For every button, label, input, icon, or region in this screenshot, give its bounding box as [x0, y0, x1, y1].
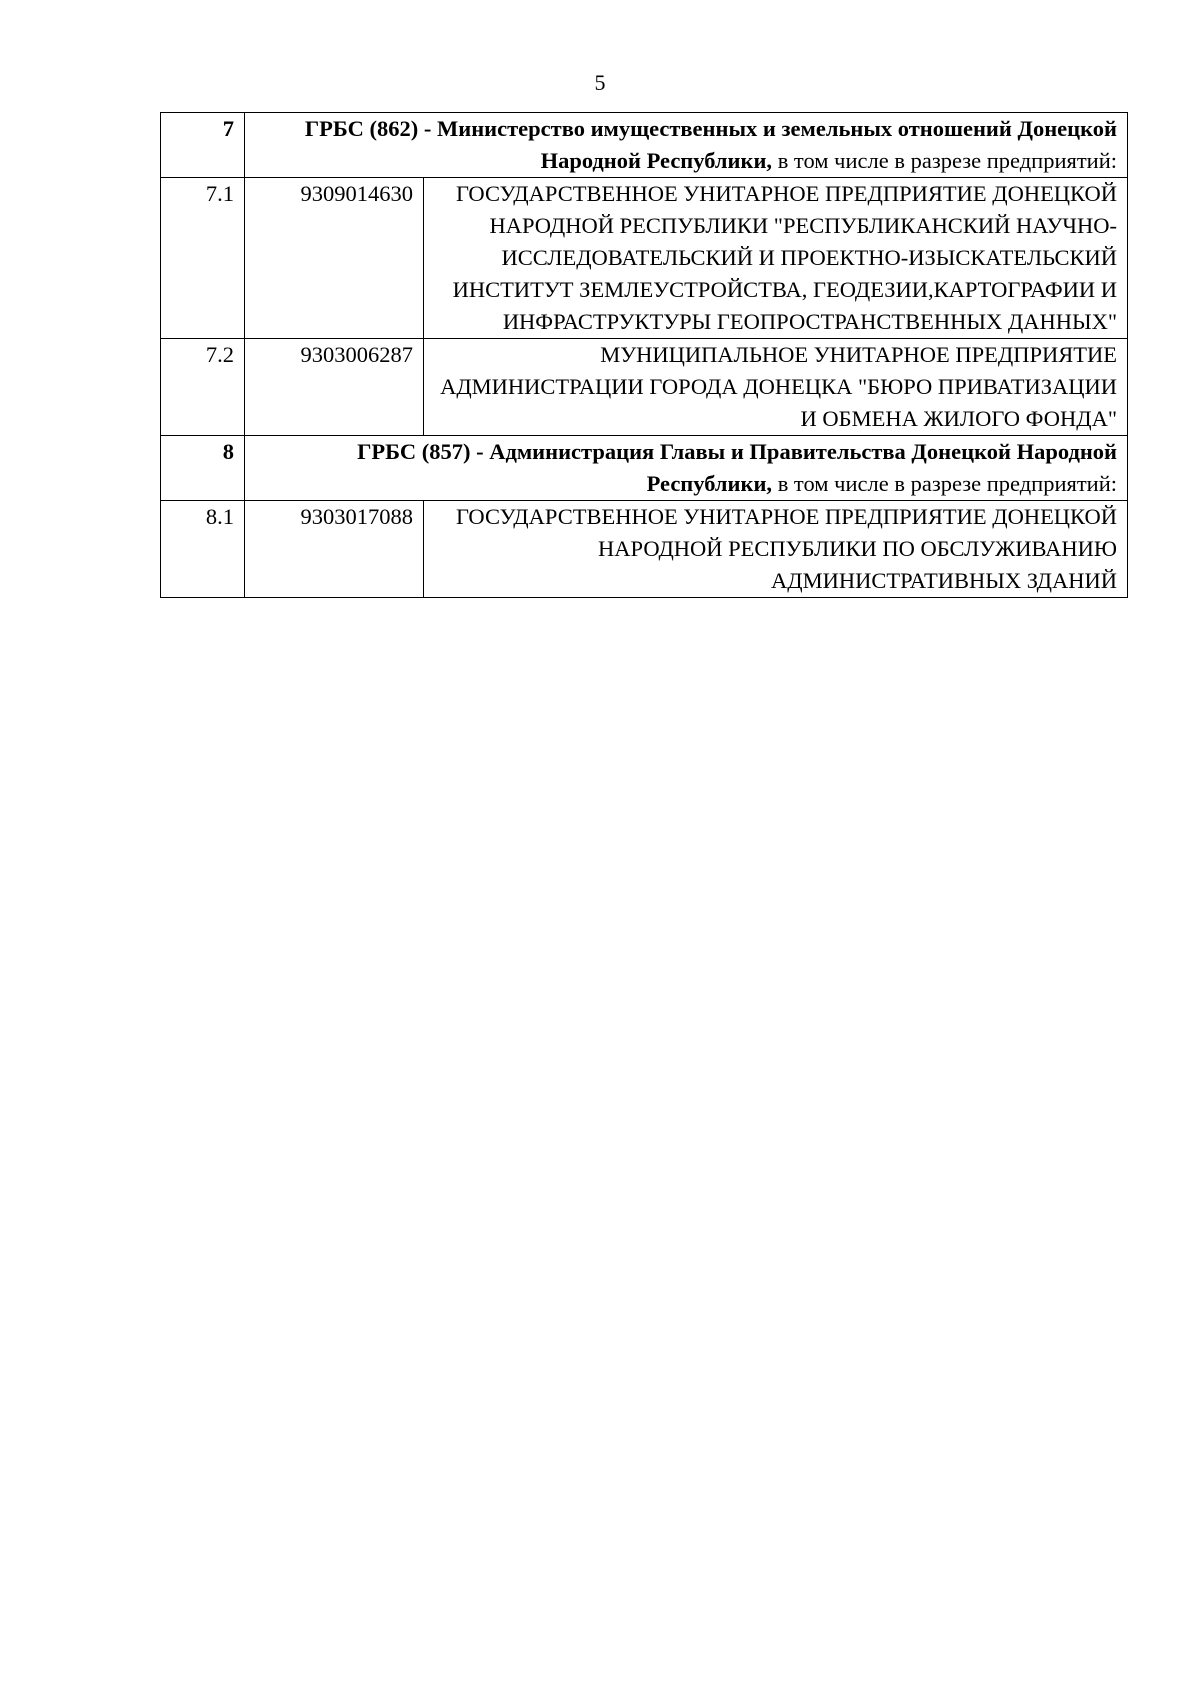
section-title-rest: в том числе в разрезе предприятий:: [772, 471, 1118, 496]
entry-name: МУНИЦИПАЛЬНОЕ УНИТАРНОЕ ПРЕДПРИЯТИЕ АДМИНИСТРАЦИИ ГОРОДА ДОНЕЦКА "БЮРО ПРИВАТИЗАЦИИ И ОБМЕНА ЖИЛОГО ФОНДА": [424, 339, 1128, 436]
section-title-rest: в том числе в разрезе предприятий:: [772, 148, 1118, 173]
entry-number: 7.2: [161, 339, 245, 436]
section-number: 7: [161, 113, 245, 178]
section-title-bold: ГРБС (862) - Министерство имущественных и земельных отношений Донецкой Народной Республики,: [304, 116, 1118, 173]
entry-inn: 9303006287: [245, 339, 424, 436]
page-number: 5: [594, 70, 606, 95]
table-row: [161, 339, 1128, 436]
entry-number: 8.1: [161, 501, 245, 598]
section-row: [161, 436, 1128, 501]
table-row: [161, 178, 1128, 339]
enterprise-table: [160, 112, 1128, 598]
entry-name: ГОСУДАРСТВЕННОЕ УНИТАРНОЕ ПРЕДПРИЯТИЕ ДОНЕЦКОЙ НАРОДНОЙ РЕСПУБЛИКИ "РЕСПУБЛИКАНСКИЙ НАУЧНО-ИССЛЕДОВАТЕЛЬСКИЙ И ПРОЕКТНО-ИЗЫСКАТЕЛЬСКИЙ ИНСТИТУТ ЗЕМЛЕУСТРОЙСТВА, ГЕОДЕЗИИ,КАРТОГРАФИИ И ИНФРАСТРУКТУРЫ ГЕОПРОСТРАНСТВЕННЫХ ДАННЫХ": [424, 178, 1128, 339]
entry-name: ГОСУДАРСТВЕННОЕ УНИТАРНОЕ ПРЕДПРИЯТИЕ ДОНЕЦКОЙ НАРОДНОЙ РЕСПУБЛИКИ ПО ОБСЛУЖИВАНИЮ АДМИНИСТРАТИВНЫХ ЗДАНИЙ: [424, 501, 1128, 598]
section-title: [245, 436, 1128, 501]
section-title: [245, 113, 1128, 178]
section-number: 8: [161, 436, 245, 501]
section-title-bold: ГРБС (857) - Администрация Главы и Правительства Донецкой Народной Республики,: [357, 439, 1118, 496]
section-row: [161, 113, 1128, 178]
entry-number: 7.1: [161, 178, 245, 339]
entry-inn: 9303017088: [245, 501, 424, 598]
entry-inn: 9309014630: [245, 178, 424, 339]
table-row: [161, 501, 1128, 598]
